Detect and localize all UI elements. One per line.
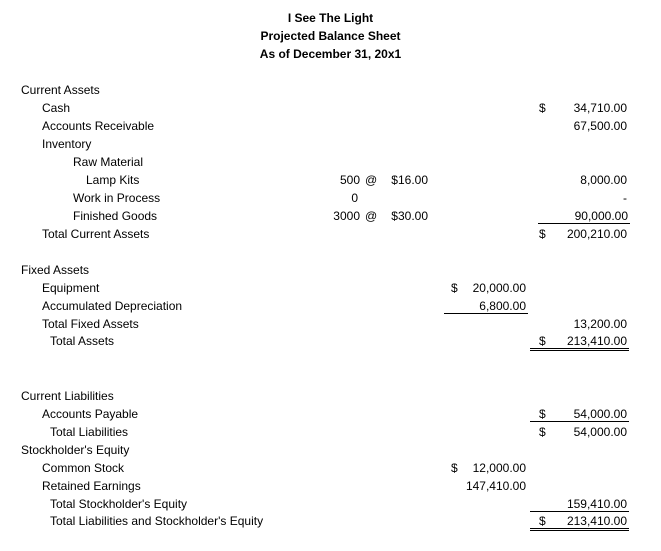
equipment-label: Equipment	[42, 281, 100, 295]
lamp-kits-amount: 8,000.00	[580, 173, 627, 187]
total-fixed-assets-amount: 13,200.00	[573, 317, 627, 331]
report-title: Projected Balance Sheet	[260, 29, 401, 43]
raw-material-label: Raw Material	[73, 155, 144, 169]
accounts-receivable-amount: 67,500.00	[573, 119, 627, 133]
inventory-label: Inventory	[42, 137, 92, 151]
common-stock-label: Common Stock	[42, 461, 125, 475]
accounts-payable-label: Accounts Payable	[42, 407, 139, 421]
total-assets-dollar-sign: $	[539, 334, 546, 348]
accounts-payable-amount: 54,000.00	[530, 407, 629, 422]
accumulated-depreciation-amount: 6,800.00	[444, 299, 528, 314]
retained-earnings-amount: 147,410.00	[465, 479, 526, 493]
accumulated-depreciation-label: Accumulated Depreciation	[42, 299, 183, 313]
finished-goods-price: $30.00	[391, 209, 428, 223]
total-liabilities-equity-amount: 213,410.00	[530, 514, 629, 531]
work-in-process-label: Work in Process	[73, 191, 161, 205]
cash-label: Cash	[42, 101, 71, 115]
total-liabilities-equity-label: Total Liabilities and Stockholder's Equity	[50, 514, 264, 528]
total-current-assets-label: Total Current Assets	[42, 227, 150, 241]
finished-goods-label: Finished Goods	[73, 209, 158, 223]
lamp-kits-price: $16.00	[391, 173, 428, 187]
retained-earnings-label: Retained Earnings	[42, 479, 141, 493]
current-assets-heading: Current Assets	[21, 83, 100, 97]
work-in-process-qty: 0	[351, 191, 358, 205]
common-stock-dollar-sign: $	[451, 461, 458, 475]
equipment-dollar-sign: $	[451, 281, 458, 295]
stockholders-equity-heading: Stockholder's Equity	[21, 443, 130, 457]
total-stockholders-equity-label: Total Stockholder's Equity	[50, 497, 188, 511]
lamp-kits-qty: 500	[339, 173, 360, 187]
company-name: I See The Light	[287, 11, 374, 25]
total-current-assets-dollar-sign: $	[539, 227, 546, 241]
finished-goods-qty: 3000	[333, 209, 360, 223]
finished-goods-amount: 90,000.00	[538, 209, 630, 224]
total-liabilities-equity-dollar-sign: $	[539, 514, 546, 528]
total-liabilities-amount: 54,000.00	[573, 425, 627, 439]
total-fixed-assets-label: Total Fixed Assets	[42, 317, 139, 331]
accounts-payable-dollar-sign: $	[539, 407, 546, 421]
total-assets-amount: 213,410.00	[530, 334, 629, 351]
total-liabilities-label: Total Liabilities	[50, 425, 129, 439]
work-in-process-amount: -	[623, 191, 627, 205]
cash-amount: 34,710.00	[573, 101, 627, 115]
total-current-assets-amount: 200,210.00	[566, 227, 627, 241]
equipment-amount: 20,000.00	[472, 281, 526, 295]
common-stock-amount: 12,000.00	[472, 461, 526, 475]
accounts-receivable-label: Accounts Receivable	[42, 119, 155, 133]
fixed-assets-heading: Fixed Assets	[21, 263, 90, 277]
lamp-kits-label: Lamp Kits	[86, 173, 140, 187]
total-assets-label: Total Assets	[50, 334, 115, 348]
finished-goods-at: @	[365, 209, 378, 223]
lamp-kits-at: @	[365, 173, 378, 187]
cash-dollar-sign: $	[539, 101, 546, 115]
current-liabilities-heading: Current Liabilities	[21, 389, 114, 403]
total-stockholders-equity-amount: 159,410.00	[530, 497, 629, 512]
total-liabilities-dollar-sign: $	[539, 425, 546, 439]
report-date: As of December 31, 20x1	[259, 47, 402, 61]
